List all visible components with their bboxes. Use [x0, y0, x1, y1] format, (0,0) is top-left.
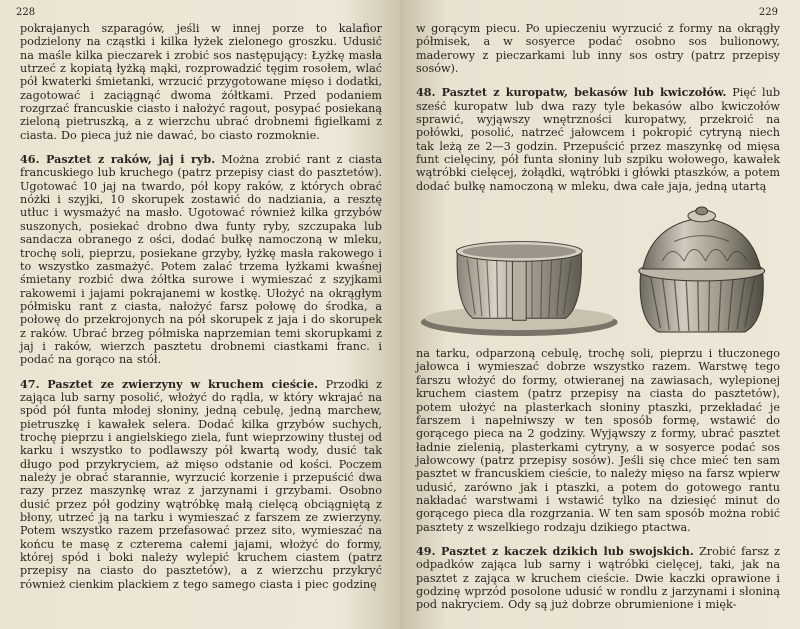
recipe-47 [20, 378, 382, 592]
recipe-48-body: Pięć lub sześć kuropatw lub dwa razy tyle bekasów albo kwiczołów sprawić, wyjąwszy wnętrzności kuropatwy, przekroić na połówki, posolić, natrzeć jałowcem i pokropić cytryną niech tak leżą ze 2—3 godzin. Przepuścić przez maszynkę od mięsa funt cielęciny, pół funta słoniny lub szpiku wołowego, kawałek wątróbki cielęcej, żołądki, wątróbki i główki ptaszków, a potem dodać bułkę namoczoną w mleku, dwa całe jaja, jedną utartą [416, 86, 780, 193]
pate-mold-illustration-open [416, 211, 623, 341]
recipe-46-body: Można zrobić rant z ciasta francuskiego lub kruchego (patrz przepisy ciast do pasztetów). Ugotować 10 jaj na twardo, pół kopy raków, z których obrać nóżki i szyjki, 10 skorupek zostawić do nadziania, a resztę utłuc i wysmażyć na masło. Ugotować również kilka grzybów suszonych, posiekać drobno dwa funty ryby, szczupaka lub sandacza obranego z ości, dodać bułkę namoczoną w mleku, trochę soli, pieprzu, posiekane grzyby, łyżkę masła rakowego i to wszystko zasmażyć. Potem zalać trzema łyżkami kwaśnej śmietany rozbić dwa żółtka surowe i wymieszać z szyjkami rakowemi i jajami pokrajanemi w kostkę. Ułożyć na okrągłym półmisku rant z ciasta, nałożyć farsz połowę do środka, a połowę do przekrojonych na pół skorupek z jaja i do skorupek z raków. Ubrać brzeg półmiska naprzemian temi skorupkami z jaj i raków, wierzch pasztetu drobnemi ciastkami franc. i podać na gorąco na stół. [20, 153, 382, 367]
right-page [400, 0, 800, 629]
paragraph-continued: pokrajanych szparagów, jeśli w innej porze to kalafior podzielony na cząstki i kilka łyżek zielonego groszku. Udusić na maśle kilka pieczarek i zrobić sos następujący: Łyżkę masła utrzeć z kopiatą łyżką mąki, rozprowadzić tęgim rosołem, wlać pół kwaterki śmietanki, wrzucić przygotowane mięso i dodatki, zagotować i zaciągnąć dwoma żółtkami. Przed podaniem rozgrzać francuskie ciasto i nałożyć ragout, posypać posiekaną zieloną pietruszką, a z wierzchu ubrać drobnemi figielkami z ciasta. Do pieca już nie dawać, bo ciasto rozmoknie. [20, 22, 382, 142]
illustration-pate-molds [416, 199, 780, 341]
recipe-48-continued: na tarku, odparzoną cebulę, trochę soli, pieprzu i tłuczonego jałowca i wymieszać dobrze wszystko razem. Warstwę tego farszu włożyć do formy, otwieranej na zawiasach, wylepionej kruchem ciastem (patrz przepisy na ciasta do pasztetów), potem ułożyć na plasterkach słoniny ptaszki, przekładać je farszem i napełniwszy w ten sposób formę, wstawić do gorącego pieca na 2 godziny. Wyjąwszy z formy, ubrać pasztet ładnie zielenią, plasterkami cytryny, a w sosyerce podać sos jałowcowy (patrz przepisy sosów). Jeśli się chce mieć ten sam pasztet w francuskiem cieście, to należy mięso na farsz wpierw udusić, zarówno jak i ptaszki, a potem do gotowego rantu nakładać warstwami i wstawić tylko na dziesięć minut do gorącego pieca dla rozgrzania. W ten sam sposób można robić pasztety z wszelkiego rodzaju dzikiego ptactwa. [416, 347, 780, 534]
recipe-48 [416, 86, 780, 193]
recipe-46-title: 46. Pasztet z raków, jaj i ryb. [20, 152, 216, 167]
recipe-47-body: Przodki z zająca lub sarny posolić, włożyć do rądla, w który wkrajać na spód pół funta młodej słoniny, jedną cebulę, jedną marchew, pietruszkę i kawałek selera. Dodać kilka grzybów suchych, trochę pieprzu i angielskiego ziela, funt wieprzowiny tłustej od karku i wszystko to podlawszy pół kwartą wody, dusić tak długo pod przykryciem, aż mięso odstanie od kości. Poczem należy je obrać starannie, wyrzucić korzenie i przepuścić dwa razy przez maszynkę wraz z jarzynami i grzybami. Osobno dusić przez pół godziny wątróbkę małą cielęcą obciągniętą z błony, utrzeć ją na tarku i wymieszać z farszem ze zwierzyny. Potem wszystko razem przefasować przez sito, wymieszać na końcu te masę z czterema całemi jajami, włożyć do formy, której spód i boki należy wylepić kruchem ciastem (patrz przepisy na ciasto do pasztetów), a z wierzchu przykryć również cienkim plackiem z tego samego ciasta i piec godzinę [20, 377, 382, 591]
recipe-49-body: Zrobić farsz z odpadków zająca lub sarny i wątróbki cielęcej, taki, jak na pasztet z zająca w kruchem cieście. Dwie kaczki oprawione i godzinę wprzód posolone udusić w rondlu z jarzynami i słoniną pod nakryciem. Ody są już dobrze obrumienione i mięk- [416, 544, 780, 612]
recipe-47-title: 47. Pasztet ze zwierzyny w kruchem cieście. [20, 376, 319, 391]
recipe-46 [20, 153, 382, 367]
pate-mold-illustration-covered [623, 201, 780, 341]
recipe-48-title: 48. Pasztet z kuropatw, bekasów lub kwiczołów. [416, 85, 727, 100]
recipe-49 [416, 545, 780, 612]
recipe-49-title: 49. Pasztet z kaczek dzikich lub swojskich. [416, 543, 694, 558]
page-number-right: 229 [758, 7, 778, 18]
paragraph-continued-right: w gorącym piecu. Po upieczeniu wyrzucić z formy na okrągły półmisek, a w sosyerce podać osobno sos bulionowy, maderowy z pieczarkami lub inny sos ostry (patrz przepisy sosów). [416, 22, 780, 76]
page-number-left: 228 [16, 7, 36, 18]
